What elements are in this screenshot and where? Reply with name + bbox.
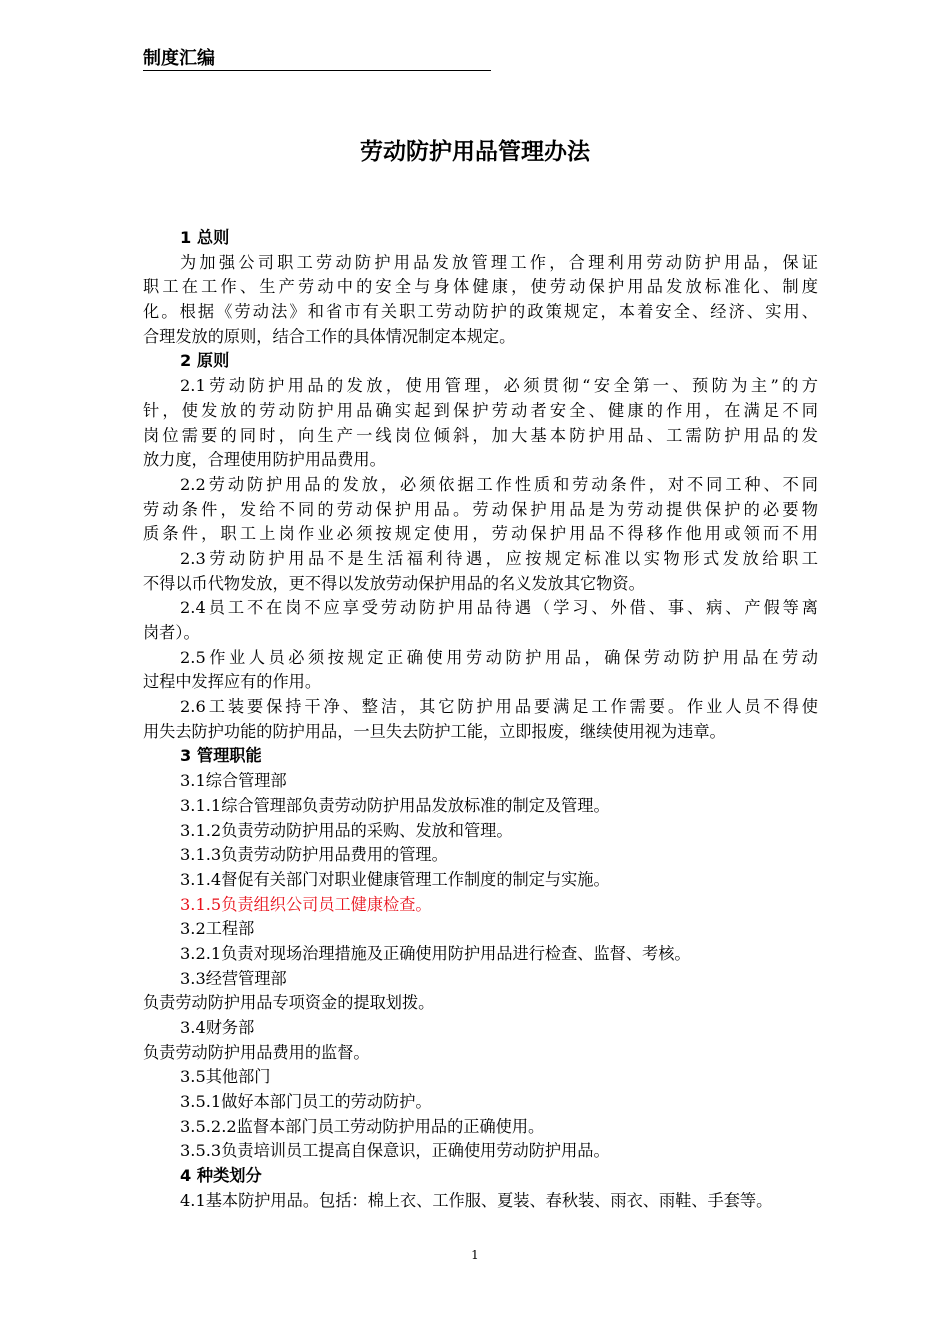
list-item: 负责劳动防护用品专项资金的提取划拨。 bbox=[143, 993, 435, 1013]
list-item: 3.5.3负责培训员工提高自保意识，正确使用劳动防护用品。 bbox=[180, 1141, 610, 1161]
list-item: 负责劳动防护用品费用的监督。 bbox=[143, 1042, 370, 1062]
list-item: 4.1基本防护用品。包括：棉上衣、工作服、夏装、春秋装、雨衣、雨鞋、手套等。 bbox=[180, 1190, 773, 1210]
list-item: 3.1.3负责劳动防护用品费用的管理。 bbox=[180, 845, 448, 865]
list-item: 3.3经营管理部 bbox=[180, 968, 287, 988]
paragraph-line: 针，使发放的劳动防护用品确实起到保护劳动者安全、健康的作用，在满足不同 bbox=[143, 400, 818, 420]
document-header bbox=[143, 48, 491, 71]
document-body bbox=[143, 226, 818, 1214]
section-heading-duties: 3 管理职能 bbox=[180, 746, 262, 766]
paragraph-line: 职工在工作、生产劳动中的安全与身体健康，使劳动保护用品发放标准化、制度 bbox=[143, 277, 818, 297]
paragraph-line: 为加强公司职工劳动防护用品发放管理工作，合理利用劳动防护用品，保证 bbox=[180, 252, 818, 272]
paragraph-line: 劳动条件，发给不同的劳动保护用品。劳动保护用品是为劳动提供保护的必要物 bbox=[143, 499, 818, 519]
paragraph-line: 岗者）。 bbox=[143, 623, 200, 642]
paragraph-line: 不得以币代物发放，更不得以发放劳动保护用品的名义发放其它物资。 bbox=[143, 573, 645, 593]
list-item: 3.1.4督促有关部门对职业健康管理工作制度的制定与实施。 bbox=[180, 869, 610, 889]
paragraph-line: 2.6工装要保持干净、整洁，其它防护用品要满足工作需要。作业人员不得使 bbox=[180, 697, 818, 717]
paragraph-line: 用失去防护功能的防护用品，一旦失去防护工能，立即报废，继续使用视为违章。 bbox=[143, 721, 726, 741]
section-heading-categories: 4 种类划分 bbox=[180, 1166, 262, 1186]
highlighted-list-item: 3.1.5负责组织公司员工健康检查。 bbox=[180, 894, 432, 914]
list-item: 3.4财务部 bbox=[180, 1018, 255, 1037]
paragraph-line: 合理发放的原则，结合工作的具体情况制定本规定。 bbox=[143, 326, 516, 346]
section-heading-principles: 2 原则 bbox=[180, 351, 230, 371]
list-item: 3.2工程部 bbox=[180, 919, 255, 939]
document-title: 劳动防护用品管理办法 bbox=[360, 139, 590, 165]
paragraph-line: 2.5作业人员必须按规定正确使用劳动防护用品，确保劳动防护用品在劳动 bbox=[180, 647, 818, 667]
paragraph-line: 质条件，职工上岗作业必须按规定使用，劳动保护用品不得移作他用或领而不用 bbox=[143, 524, 818, 544]
paragraph-line: 过程中发挥应有的作用。 bbox=[143, 672, 322, 692]
page-number: 1 bbox=[471, 1248, 479, 1262]
paragraph-line: 2.2劳动防护用品的发放，必须依据工作性质和劳动条件，对不同工种、不同 bbox=[180, 474, 818, 494]
paragraph-line: 2.1劳动防护用品的发放，使用管理，必须贯彻“安全第一、预防为主”的方 bbox=[180, 376, 818, 396]
list-item: 3.5.2.2监督本部门员工劳动防护用品的正确使用。 bbox=[180, 1116, 545, 1136]
list-item: 3.1.1综合管理部负责劳动防护用品发放标准的制定及管理。 bbox=[180, 795, 610, 815]
paragraph-line: 2.3劳动防护用品不是生活福利待遇，应按规定标准以实物形式发放给职工 bbox=[180, 548, 818, 568]
list-item: 3.1综合管理部 bbox=[180, 771, 287, 791]
list-item: 3.5.1做好本部门员工的劳动防护。 bbox=[180, 1092, 432, 1112]
list-item: 3.2.1负责对现场治理措施及正确使用防护用品进行检查、监督、考核。 bbox=[180, 943, 691, 963]
paragraph-line: 放力度，合理使用防护用品费用。 bbox=[143, 450, 386, 470]
header-text: 制度汇编 bbox=[143, 48, 215, 69]
paragraph-line: 2.4员工不在岗不应享受劳动防护用品待遇（学习、外借、事、病、产假等离 bbox=[180, 598, 818, 618]
list-item: 3.1.2负责劳动防护用品的采购、发放和管理。 bbox=[180, 820, 513, 840]
section-heading-general: 1 总则 bbox=[180, 228, 230, 247]
list-item: 3.5其他部门 bbox=[180, 1067, 271, 1087]
paragraph-line: 岗位需要的同时，向生产一线岗位倾斜，加大基本防护用品、工需防护用品的发 bbox=[143, 425, 818, 445]
paragraph-line: 化。根据《劳动法》和省市有关职工劳动防护的政策规定，本着安全、经济、实用、 bbox=[143, 302, 818, 322]
